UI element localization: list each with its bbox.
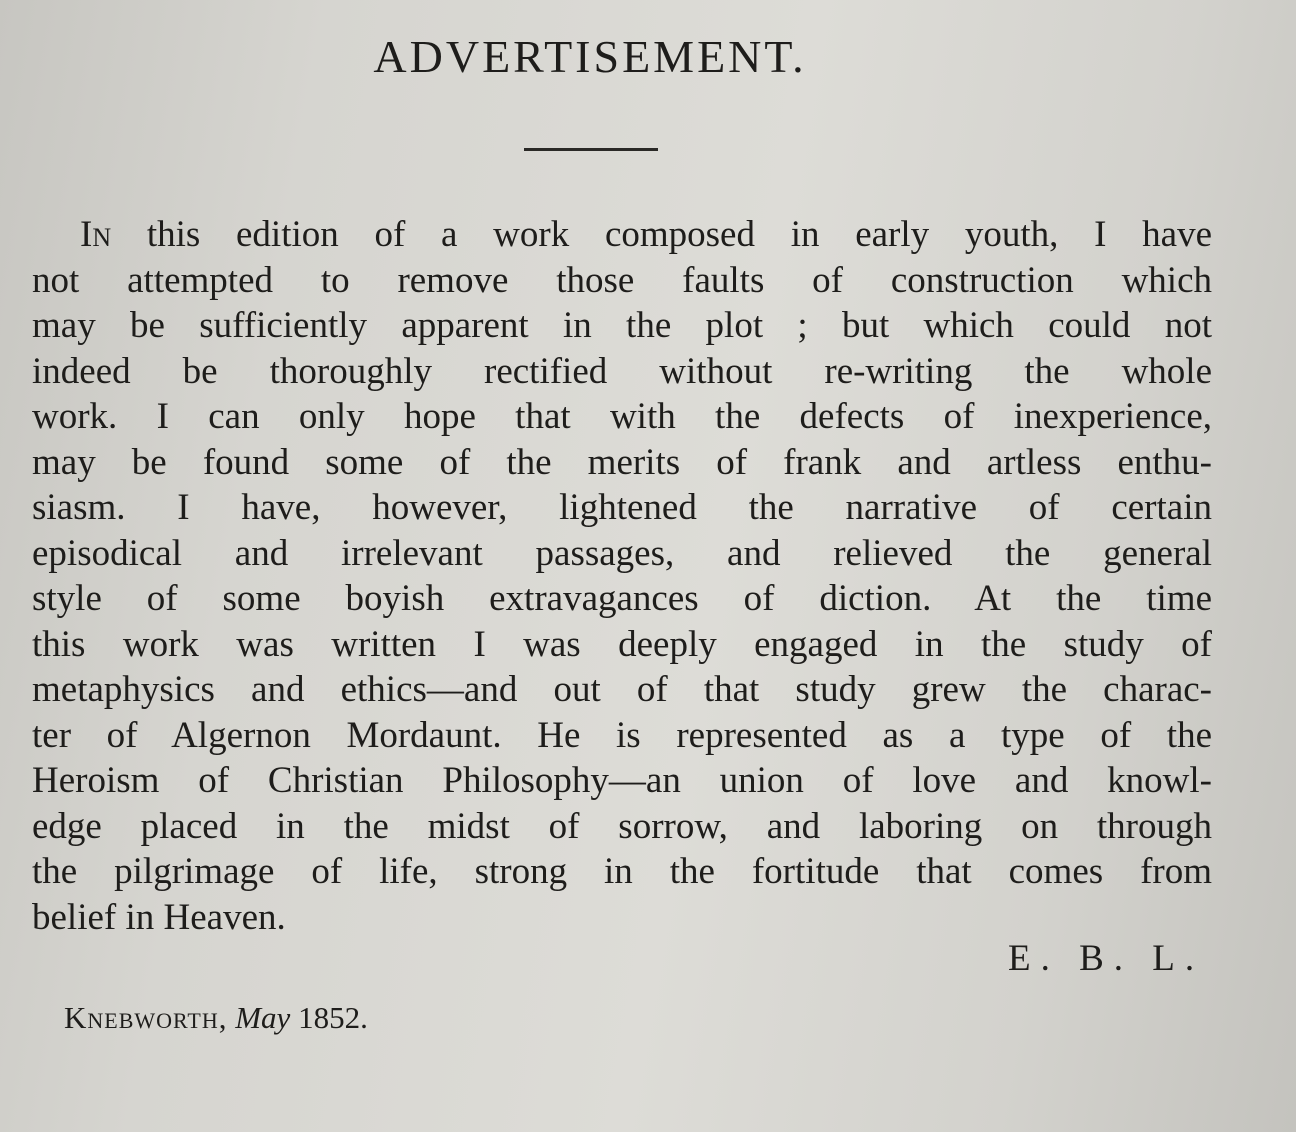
paragraph-line: Heroism of Christian Philosophy—an union of love and knowl- xyxy=(32,760,1212,801)
dateline xyxy=(64,1000,368,1036)
paragraph-line: indeed be thoroughly rectified without re-writing the whole xyxy=(32,350,1212,392)
paragraph-line: edge placed in the midst of sorrow, and laboring on through xyxy=(32,805,1212,847)
paragraph-line-text: this edition of a work composed in early youth, I have xyxy=(111,214,1212,255)
paragraph-line: may be sufficiently apparent in the plot ; but which could not xyxy=(32,305,1212,346)
dateline-year: 1852. xyxy=(298,1000,368,1035)
author-signature: E. B. L. xyxy=(1008,938,1205,979)
paragraph-line: may be found some of the merits of frank and artless enthu- xyxy=(32,441,1212,483)
drop-smallcaps-word: In xyxy=(80,214,112,255)
paragraph-line: not attempted to remove those faults of construction which xyxy=(32,259,1212,301)
paragraph-line: the pilgrimage of life, strong in the fortitude that comes from xyxy=(32,851,1212,892)
paragraph-line: metaphysics and ethics—and out of that study grew the charac- xyxy=(32,669,1212,710)
paragraph-line: siasm. I have, however, lightened the narrative of certain xyxy=(32,487,1212,528)
paragraph-line: belief in Heaven. xyxy=(32,896,286,938)
dateline-place: Knebworth, xyxy=(64,1000,228,1035)
dateline-month: May xyxy=(235,1000,291,1035)
page-title: ADVERTISEMENT. xyxy=(373,31,807,82)
paragraph-line: ter of Algernon Mordaunt. He is represented as a type of the xyxy=(32,714,1212,756)
paragraph-line xyxy=(32,212,1212,258)
paragraph-line: episodical and irrelevant passages, and relieved the general xyxy=(32,532,1212,574)
title-rule-divider xyxy=(524,148,658,151)
paragraph-line: style of some boyish extravagances of diction. At the time xyxy=(32,578,1212,619)
paragraph-line: this work was written I was deeply engaged in the study of xyxy=(32,623,1212,665)
paragraph-line: work. I can only hope that with the defects of inexperience, xyxy=(32,396,1212,437)
advertisement-paragraph xyxy=(32,212,1212,940)
